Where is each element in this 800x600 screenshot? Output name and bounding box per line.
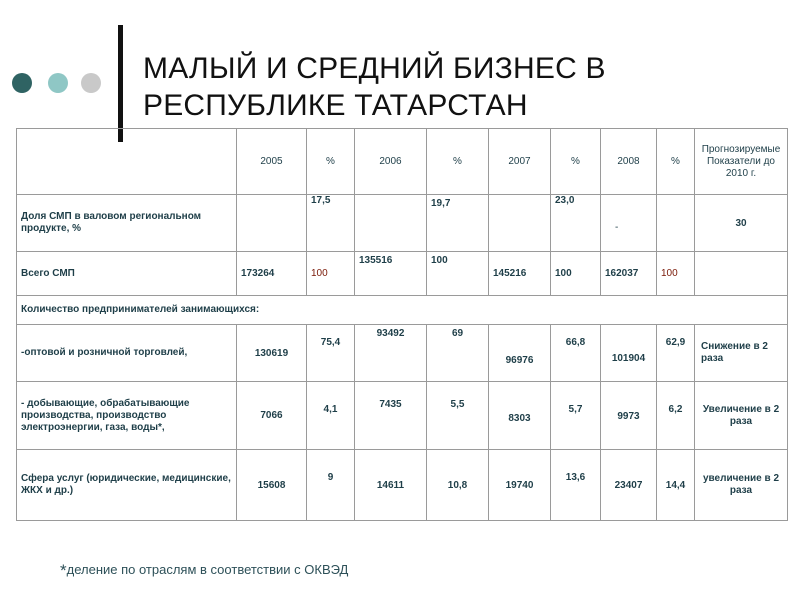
table-row (17, 450, 788, 521)
title-line-1: МАЛЫЙ И СРЕДНИЙ БИЗНЕС В (143, 52, 606, 85)
cell-industry-v2008: 9973 (601, 382, 657, 450)
cell-trade-forecast: Снижение в 2 раза (695, 325, 788, 382)
header-2008: 2008 (601, 129, 657, 195)
cell-services-v2008: 23407 (601, 450, 657, 521)
light-teal-dot (48, 73, 68, 93)
cell-services-p2005: 9 (307, 450, 355, 521)
row-label-share: Доля СМП в валовом региональном продукте, % (17, 195, 237, 252)
cell-empty (695, 252, 788, 296)
header-percent-2: % (427, 129, 489, 195)
gray-dot (81, 73, 101, 93)
cell-trade-v2007: 96976 (489, 325, 551, 382)
table-row (17, 382, 788, 450)
footnote-asterisk: * (60, 561, 67, 580)
cell-industry-v2006: 7435 (355, 382, 427, 450)
footnote-text: деление по отраслям в соответствии с ОКВЭД (66, 562, 349, 577)
cell-trade-p2005: 75,4 (307, 325, 355, 382)
table-row (17, 195, 788, 252)
cell-services-v2007: 19740 (489, 450, 551, 521)
cell-total-v2006: 135516 (355, 252, 427, 296)
cell-share-p2006: 19,7 (427, 195, 489, 252)
cell-services-p2008: 14,4 (657, 450, 695, 521)
cell-share-p2007: 23,0 (551, 195, 601, 252)
cell-industry-p2006: 5,5 (427, 382, 489, 450)
table-row (17, 252, 788, 296)
title-divider-bar (118, 25, 123, 142)
cell-trade-v2008: 101904 (601, 325, 657, 382)
cell-total-v2007: 145216 (489, 252, 551, 296)
cell-total-p2007: 100 (551, 252, 601, 296)
cell-share-forecast: 30 (695, 195, 788, 252)
cell-services-p2007: 13,6 (551, 450, 601, 521)
row-label-industry: - добывающие, обрабатывающие производства, производство электроэнергии, газа, воды*, (17, 382, 237, 450)
header-2005: 2005 (237, 129, 307, 195)
cell-total-p2008: 100 (657, 252, 695, 296)
title-line-2: РЕСПУБЛИКЕ ТАТАРСТАН (143, 89, 528, 122)
cell-total-p2006: 100 (427, 252, 489, 296)
statistics-table (16, 128, 788, 521)
header-percent-3: % (551, 129, 601, 195)
header-percent-1: % (307, 129, 355, 195)
cell-share-v2008: - (601, 195, 657, 252)
cell-empty (237, 195, 307, 252)
header-2006: 2006 (355, 129, 427, 195)
cell-empty (355, 195, 427, 252)
row-label-count-header: Количество предпринимателей занимающихся: (17, 296, 788, 325)
cell-industry-p2005: 4,1 (307, 382, 355, 450)
row-label-services: Сфера услуг (юридические, медицинские, ЖКХ и др.) (17, 450, 237, 521)
cell-trade-p2006: 69 (427, 325, 489, 382)
cell-trade-p2007: 66,8 (551, 325, 601, 382)
header-forecast: Прогнозируемые Показатели до 2010 г. (695, 129, 788, 195)
cell-services-p2006: 10,8 (427, 450, 489, 521)
table-row (17, 325, 788, 382)
cell-share-p2005: 17,5 (307, 195, 355, 252)
cell-trade-v2005: 130619 (237, 325, 307, 382)
cell-services-forecast: увеличение в 2 раза (695, 450, 788, 521)
cell-total-v2005: 173264 (237, 252, 307, 296)
dark-teal-dot (12, 73, 32, 93)
cell-trade-p2008: 62,9 (657, 325, 695, 382)
header-empty-cell (17, 129, 237, 195)
header-2007: 2007 (489, 129, 551, 195)
row-label-total: Всего СМП (17, 252, 237, 296)
header-percent-4: % (657, 129, 695, 195)
cell-industry-p2008: 6,2 (657, 382, 695, 450)
header-row (17, 129, 788, 195)
table-row (17, 296, 788, 325)
cell-industry-v2007: 8303 (489, 382, 551, 450)
cell-industry-p2007: 5,7 (551, 382, 601, 450)
cell-industry-v2005: 7066 (237, 382, 307, 450)
slide-title (143, 50, 703, 124)
cell-services-v2005: 15608 (237, 450, 307, 521)
cell-empty (489, 195, 551, 252)
cell-total-p2005: 100 (307, 252, 355, 296)
cell-trade-v2006: 93492 (355, 325, 427, 382)
row-label-trade: -оптовой и розничной торговлей, (17, 325, 237, 382)
cell-industry-forecast: Увеличение в 2 раза (695, 382, 788, 450)
cell-services-v2006: 14611 (355, 450, 427, 521)
cell-total-v2008: 162037 (601, 252, 657, 296)
cell-empty (657, 195, 695, 252)
footnote (60, 561, 348, 581)
